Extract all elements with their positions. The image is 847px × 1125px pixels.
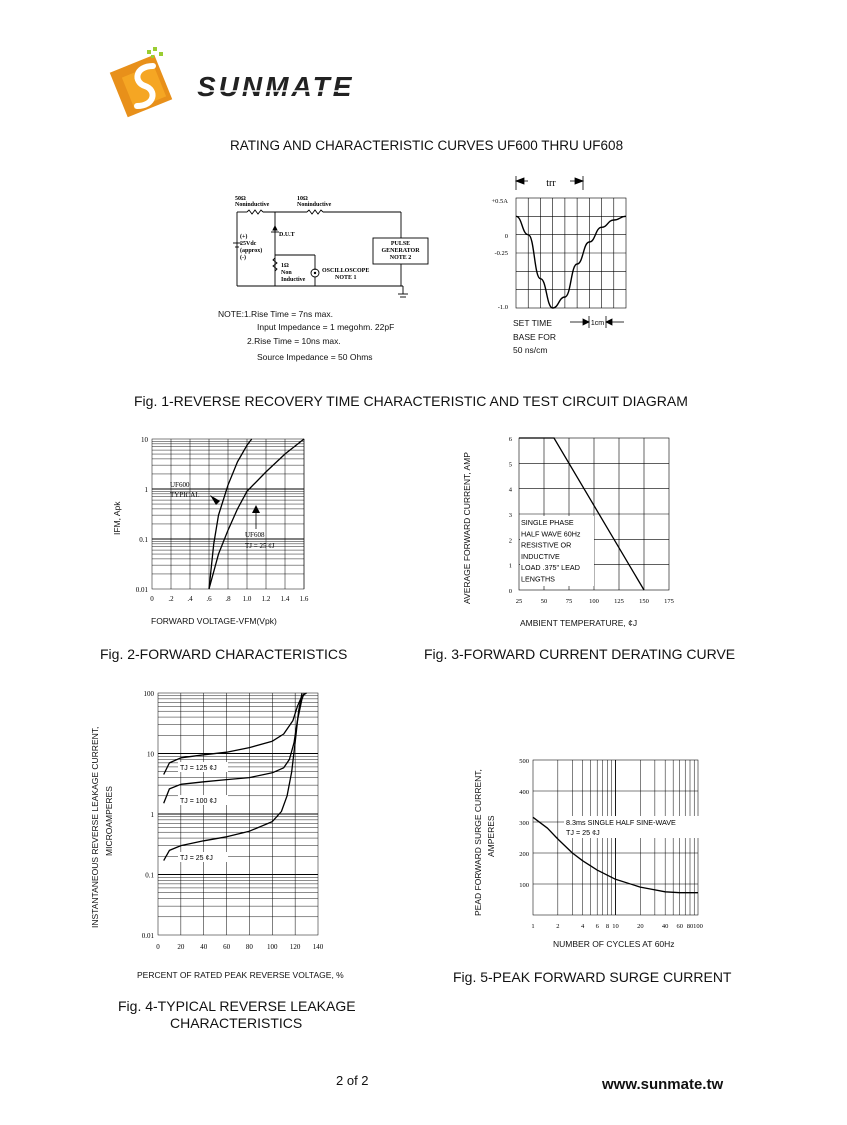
fig5-y-tick: 300 (519, 820, 529, 827)
fig4-x-tick: 40 (200, 943, 208, 951)
timebase-label-1: SET TIME (513, 318, 552, 328)
src-label-3: (approx) (240, 248, 263, 254)
fig5-y-tick: 500 (519, 758, 529, 765)
fig3-y-tick: 4 (508, 486, 512, 494)
fig4-y-tick: 10 (147, 750, 154, 759)
fig4-x-tick: 120 (289, 943, 301, 951)
fig2-x-tick: 1.4 (280, 595, 290, 603)
fig2-xlabel: FORWARD VOLTAGE-VFM(Vpk) (151, 616, 277, 626)
cm-scale-marker (568, 314, 628, 330)
fig2-y-tick: 1 (144, 486, 148, 494)
r3-label-1: 1Ω (281, 263, 289, 269)
uf608-label: UF608 (245, 531, 265, 539)
fig3-note-line: LOAD .375" LEAD (521, 563, 580, 573)
fig5-x-tick: 8 (605, 923, 610, 928)
reverse-leakage-chart (125, 683, 340, 963)
fig2-x-tick: 0 (150, 595, 154, 603)
fig1-caption: Fig. 1-REVERSE RECOVERY TIME CHARACTERISTIC AND TEST CIRCUIT DIAGRAM (134, 393, 688, 409)
fig3-caption: Fig. 3-FORWARD CURRENT DERATING CURVE (424, 646, 736, 662)
uf608-tj-label: TJ = 25 ¢J (245, 542, 275, 550)
page-number: 2 of 2 (336, 1073, 369, 1088)
website-link[interactable]: www.sunmate.tw (602, 1076, 724, 1093)
fig2-y-tick: 0.1 (139, 536, 148, 544)
fig4-x-tick: 80 (245, 943, 253, 951)
fig3-ylabel: AVERAGE FORWARD CURRENT, AMP (462, 452, 472, 604)
fig5-ylabel-1: PEAD FORWARD SURGE CURRENT, (473, 769, 483, 916)
fig2-grid (152, 439, 304, 589)
fig4-x-tick: 20 (177, 943, 185, 951)
fig2-x-tick: 1.2 (261, 595, 271, 603)
fig2-caption: Fig. 2-FORWARD CHARACTERISTICS (100, 646, 348, 662)
brand-logo (105, 44, 375, 134)
uf600-typical-label: TYPICAL (170, 491, 200, 499)
fig3-x-tick: 150 (639, 598, 649, 605)
fig4-y-tick: 100 (143, 690, 154, 698)
src-label-2: 25Vdc (240, 241, 257, 247)
r2-label: 10Ω (297, 196, 308, 202)
gen-label-3: NOTE 2 (389, 255, 412, 261)
derating-chart (490, 425, 690, 615)
fig2-y-tick: 10 (141, 436, 148, 444)
recovery-curve (516, 216, 626, 308)
r1-label: 50Ω (235, 196, 246, 202)
trr-label: trr (546, 178, 556, 189)
fig3-x-tick: 175 (664, 598, 674, 605)
fig5-x-tick: 20 (637, 923, 644, 928)
fig2-x-tick: 1.0 (242, 595, 252, 603)
fig4-y-tick: 0.01 (141, 932, 154, 940)
r2-note: Noninductive (297, 202, 332, 208)
gen-label-1: PULSE (390, 241, 411, 247)
wave-tick-label: 0 (504, 233, 508, 240)
fig4-x-tick: 60 (223, 943, 231, 951)
fig4-xlabel: PERCENT OF RATED PEAK REVERSE VOLTAGE, % (137, 970, 344, 980)
fig5-annotation-1: 8.3ms SINGLE HALF SINE-WAVE (566, 818, 676, 827)
fig4-series-2 (164, 693, 302, 861)
fig3-y-tick: 2 (508, 537, 512, 545)
fig4-y-tick: 1 (150, 811, 154, 819)
r1-note: Noninductive (235, 202, 270, 208)
fig5-x-tick: 60 (676, 923, 683, 928)
fig4-x-tick: 140 (312, 943, 324, 951)
fig2-series-uf608 (209, 439, 304, 589)
fig1-note-3: 2.Rise Time = 10ns max. (247, 336, 341, 346)
wave-tick-label: -0.25 (494, 250, 508, 257)
fig2-annotation-uf600 (170, 481, 200, 499)
fig5-annotation-2: TJ = 25 ¢J (566, 828, 600, 837)
fig5-y-tick: 200 (519, 851, 529, 858)
fig4-curve-label: TJ = 125 ¢J (180, 765, 217, 772)
fig5-x-tick: 2 (556, 923, 560, 928)
src-label-4: (-) (240, 255, 246, 261)
fig5-xlabel: NUMBER OF CYCLES AT 60Hz (553, 939, 675, 949)
fig5-x-tick: 1 (531, 923, 535, 928)
brand-name: SUNMATE (197, 71, 355, 102)
fig2-x-tick: .8 (225, 595, 231, 603)
timebase-label-3: 50 ns/cm (513, 345, 548, 355)
test-circuit-diagram (225, 190, 445, 305)
fig4-caption-1: Fig. 4-TYPICAL REVERSE LEAKAGE (118, 998, 356, 1014)
cm-label: 1cm (590, 320, 605, 327)
fig3-note-line: RESISTIVE OR (521, 540, 572, 550)
fig3-note-line: LENGTHS (521, 574, 555, 584)
fig2-x-tick: .4 (187, 595, 193, 603)
wave-tick-label: +0.5A (491, 198, 508, 205)
fig3-x-tick: 125 (614, 598, 624, 605)
fig4-curve-label: TJ = 25 ¢J (180, 855, 213, 862)
wave-tick-label: -1.0 (497, 304, 508, 311)
fig5-caption: Fig. 5-PEAK FORWARD SURGE CURRENT (453, 969, 732, 985)
fig5-y-tick: 100 (519, 882, 529, 889)
fig4-ylabel-2: MICROAMPERES (104, 786, 114, 856)
fig1-note-1: NOTE:1.Rise Time = 7ns max. (218, 309, 334, 319)
fig2-y-tick: 0.01 (135, 586, 148, 594)
src-label-1: (+) (240, 234, 248, 240)
fig3-note-line: HALF WAVE 60Hz (521, 529, 581, 539)
fig3-y-tick: 3 (508, 512, 512, 519)
timebase-label-2: BASE FOR (513, 332, 556, 342)
osc-label-2: NOTE 1 (335, 275, 357, 281)
fig3-x-tick: 25 (515, 598, 523, 605)
fig3-y-tick: 6 (508, 436, 512, 443)
fig3-note-line: INDUCTIVE (521, 551, 560, 561)
fig5-x-tick: 4 (581, 923, 585, 928)
fig3-x-tick: 75 (565, 598, 573, 605)
fig4-grid (158, 693, 318, 935)
fig3-y-tick: 0 (508, 588, 512, 595)
fig2-annotation-uf608 (245, 531, 275, 550)
fig4-x-tick: 0 (156, 943, 160, 951)
fig5-ylabel-2: AMPERES (486, 815, 496, 857)
uf600-label: UF600 (170, 481, 190, 489)
r3-label-3: Inductive (281, 277, 306, 283)
fig5-y-tick: 400 (519, 789, 529, 796)
fig3-x-tick: 50 (540, 598, 548, 605)
fig5-x-tick: 6 (595, 923, 599, 928)
fig5-x-tick: 100 (693, 923, 703, 928)
fig3-y-tick: 5 (508, 461, 512, 469)
fig3-y-tick: 1 (508, 562, 512, 570)
surge-current-chart (500, 748, 715, 928)
fig4-series-1 (164, 693, 305, 803)
r3-label-2: Non (281, 270, 292, 276)
fig5-x-tick: 10 (612, 923, 619, 928)
fig2-x-tick: .6 (206, 595, 212, 603)
fig4-caption-2: CHARACTERISTICS (170, 1015, 303, 1031)
fig2-ylabel: IFM, Apk (112, 501, 122, 535)
fig4-y-tick: 0.1 (145, 871, 154, 880)
dut-label: D.U.T (279, 232, 295, 238)
fig1-note-2: Input Impedance = 1 megohm. 22pF (257, 322, 395, 332)
fig3-xlabel: AMBIENT TEMPERATURE, ¢J (520, 618, 638, 628)
osc-label-1: OSCILLOSCOPE (322, 268, 370, 274)
fig4-ylabel-1: INSTANTANEOUS REVERSE LEAKAGE CURRENT, (90, 726, 100, 928)
fig5-x-tick: 80 (686, 923, 694, 928)
fig3-note-line: SINGLE PHASE (521, 518, 574, 527)
page-title: RATING AND CHARACTERISTIC CURVES UF600 THRU UF608 (230, 138, 624, 153)
fig2-x-tick: 1.6 (299, 595, 309, 603)
fig4-x-tick: 100 (267, 943, 278, 951)
fig3-x-tick: 100 (589, 598, 599, 605)
fig4-curve-label: TJ = 100 ¢J (180, 798, 217, 805)
fig5-x-tick: 40 (661, 923, 669, 928)
gen-label-2: GENERATOR (381, 248, 420, 254)
forward-characteristics-chart (110, 425, 330, 625)
fig1-note-4: Source Impedance = 50 Ohms (257, 352, 373, 362)
fig2-x-tick: .2 (168, 595, 174, 603)
